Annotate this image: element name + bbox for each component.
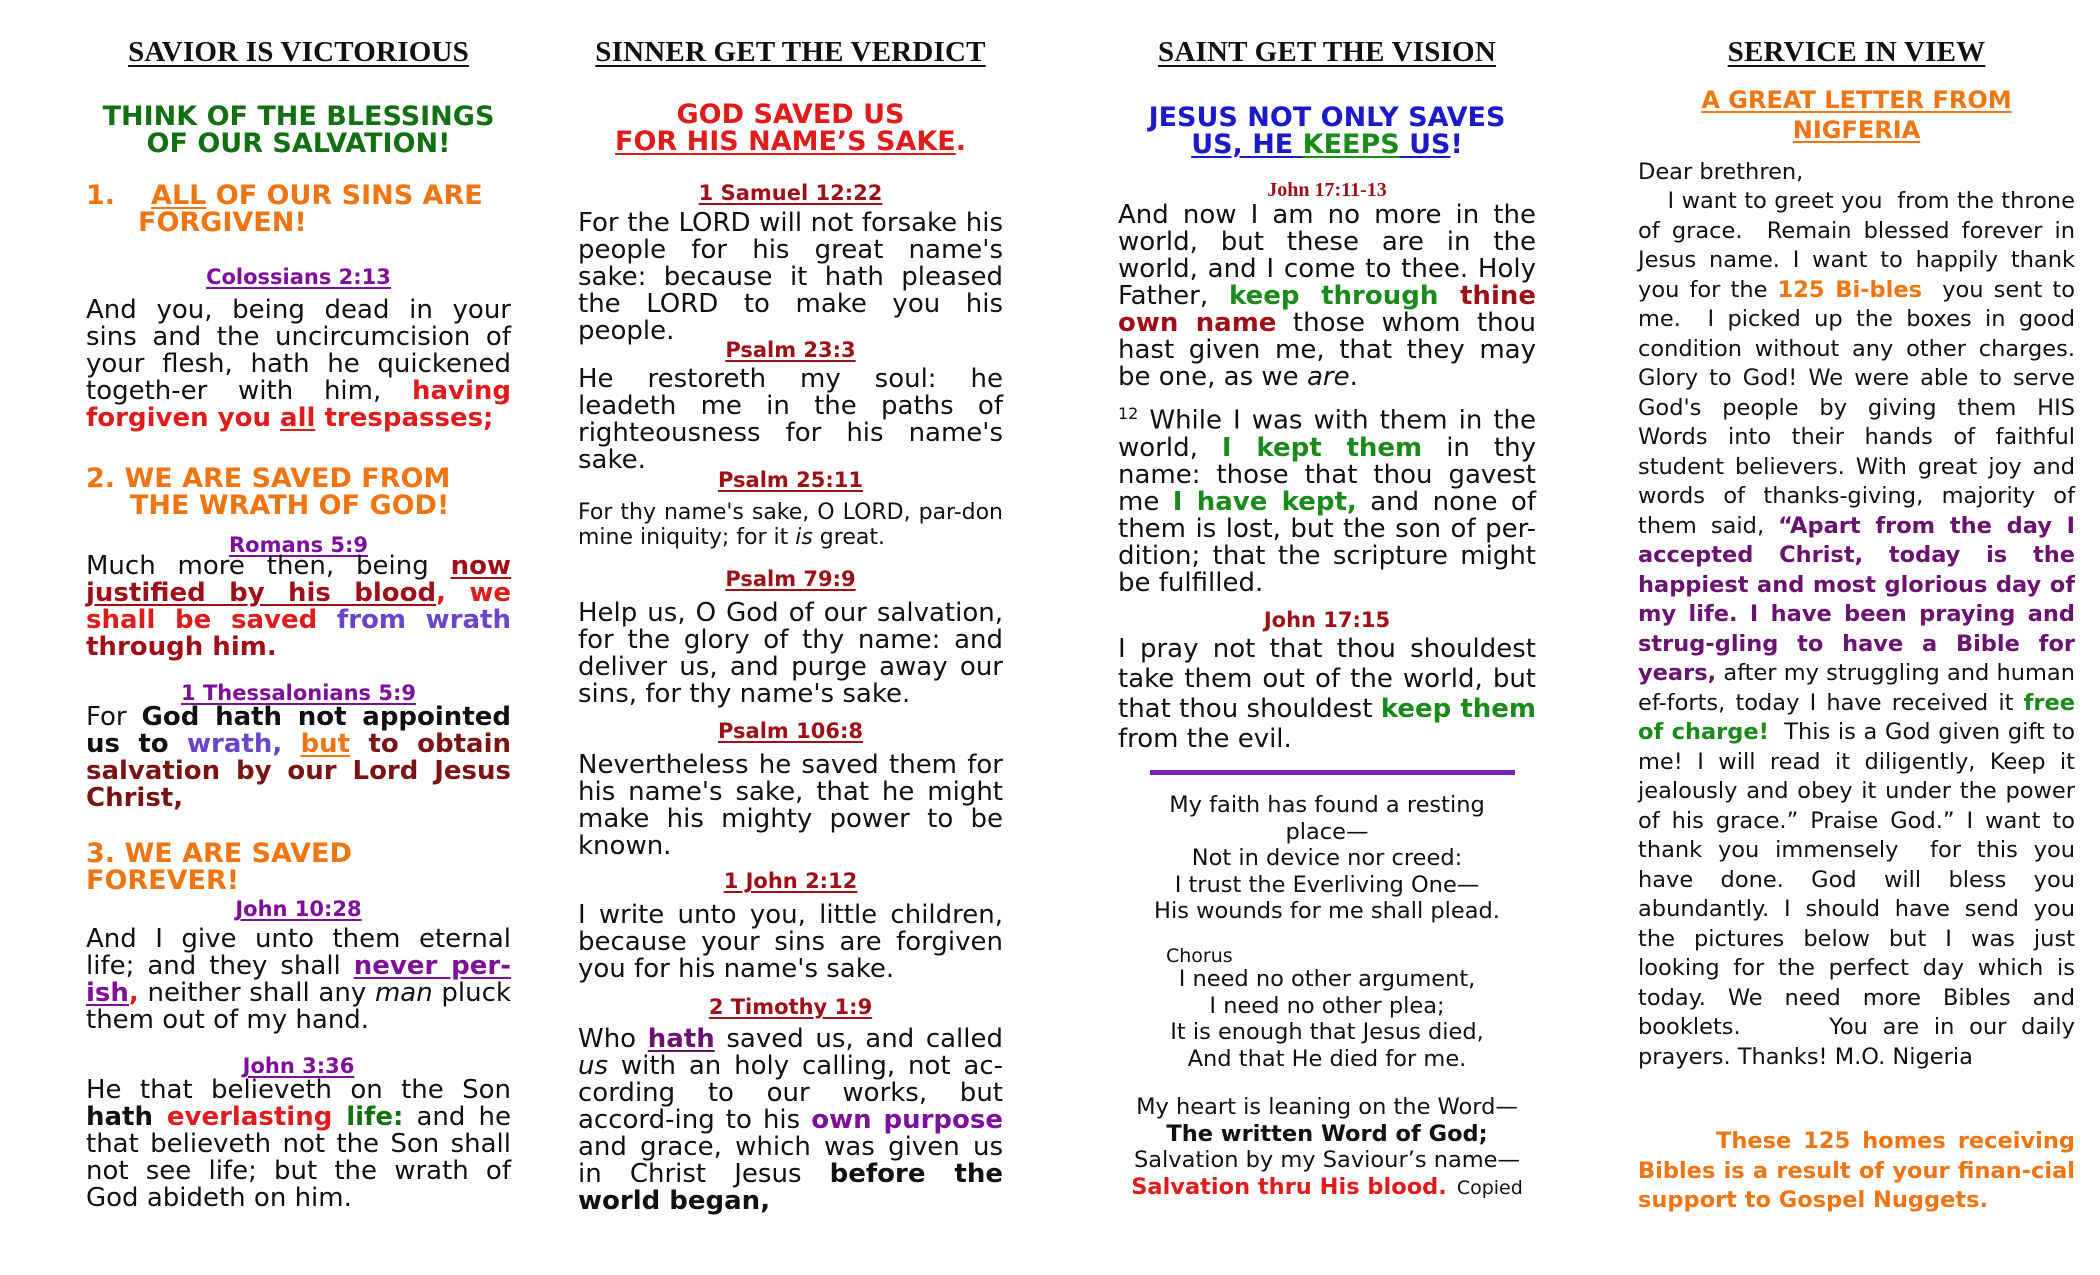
verse-text: Much more then, being now justified by his blood, we shall be saved from wrath through him. (86, 551, 511, 662)
verse-reference: Colossians 2:13 (206, 265, 391, 289)
verse-text: Help us, O God of our salvation, for the glory of thy name: and deliver us, and purge away our sins, for thy name's sake. (578, 598, 1003, 709)
verse-text: And I give unto them eternal life; and they shall never per-ish, neither shall any man pluck them out of my hand. (86, 924, 511, 1035)
verse-text: I pray not that thou shouldest take them out of the world, but that thou shouldest keep them from the evil. (1118, 634, 1537, 754)
section-subtitle: JESUS NOT ONLY SAVES US, HE KEEPS US! (1148, 102, 1506, 160)
verse-text: Who hath saved us, and called us with an holy calling, not ac-cording to our works, but accord-ing to his own purpose and grace, which was given us in Christ Jesus before the world began, (578, 1024, 1003, 1216)
verse-text: For the LORD will not forsake his people for his great name's sake: because it hath pleased the LORD to make you his people. (578, 208, 1003, 346)
verse-reference: Psalm 25:11 (718, 468, 863, 492)
verse-text: For thy name's sake, O LORD, par-don mine iniquity; for it is great. (578, 500, 1003, 550)
point-heading: 3. WE ARE SAVED FOREVER! (86, 838, 352, 896)
chorus-label: Chorus (1166, 945, 1233, 967)
verse-reference: John 17:15 (1263, 608, 1391, 632)
verse-reference: Psalm 79:9 (725, 567, 856, 591)
verse-text: $^{12}$ While I was with them in the world, I kept them in thy name: those that thou gavest me I have kept, and none of them is lost, but the son of per-dition; that the scripture might be fulfilled. (1118, 404, 1536, 598)
verse-reference: 1 John 2:12 (723, 869, 858, 893)
section-subtitle: GOD SAVED US FOR HIS NAME’S SAKE. (615, 99, 966, 157)
verse-text: He that believeth on the Son hath everlasting life: and he that believeth not the Son shall not see life; but the wrath of God abideth on him. (86, 1075, 511, 1213)
verse-text: For God hath not appointed us to wrath, but to obtain salvation by our Lord Jesus Christ, (86, 702, 511, 813)
verse-reference: John 17:11-13 (1267, 179, 1387, 201)
column-heading: SERVICE IN VIEW (1727, 36, 1986, 68)
verse-text: And now I am no more in the world, but these are in the world, and I come to thee. Holy Father, keep through thine own name those whom thou hast given me, that they may be one, as we are. (1118, 200, 1536, 392)
verse-reference: 1 Samuel 12:22 (698, 181, 883, 205)
poem-stanza: My heart is leaning on the Word— The written Word of God; Salvation by my Saviour’s name— Salvation thru His blood. Copied (1131, 1094, 1523, 1200)
section-subtitle: THINK OF THE BLESSINGS OF OUR SALVATION! (102, 101, 495, 159)
verse-text: Nevertheless he saved them for his name's sake, that he might make his mighty power to be known. (578, 750, 1003, 861)
verse-text: And you, being dead in your sins and the uncircumcision of your flesh, hath he quickened togeth-er with him, having forgiven you all trespasses; (86, 295, 511, 433)
verse-reference: Psalm 23:3 (725, 338, 856, 362)
column-savior (86, 0, 511, 1275)
column-sinner (578, 0, 1003, 1275)
column-service (1638, 0, 2090, 1275)
verse-reference: 1 Thessalonians 5:9 (181, 681, 416, 705)
point-heading: 2. WE ARE SAVED FROM THE WRATH OF GOD! (86, 463, 451, 521)
verse-reference: John 10:28 (235, 897, 362, 921)
section-subtitle: A GREAT LETTER FROM NIGFERIA (1701, 86, 2012, 144)
column-heading: SAVIOR IS VICTORIOUS (128, 36, 469, 68)
point-heading: 1. ALL OF OUR SINS ARE FORGIVEN! (86, 180, 483, 238)
verse-reference: Romans 5:9 (228, 533, 369, 557)
verse-reference: John 3:36 (242, 1054, 355, 1078)
divider-line (1150, 770, 1515, 775)
poem-stanza: My faith has found a resting place— Not in device nor creed: I trust the Everliving One— His wounds for me shall plead. (1154, 792, 1500, 924)
column-heading: SAINT GET THE VISION (1158, 36, 1496, 68)
column-saint (1118, 0, 1536, 1275)
verse-reference: Psalm 106:8 (718, 719, 863, 743)
copied-note: Copied (1456, 1176, 1523, 1199)
letter-body: I want to greet you from the throne of grace. Remain blessed forever in Jesus name. I want to happily thank you for the 125 Bi-bles you sent to me. I picked up the boxes in good condition without any other charges. Glory to God! We were able to serve God's people by giving them HIS Words into their hands of faithful student believers. With great joy and words of thanks-giving, majority of them said, “Apart from the day I accepted Christ, today is the happiest and most glorious day of my life. I have been praying and strug-gling to have a Bible for years, after my struggling and human ef-forts, today I have received it free of charge! This is a God given gift to me! I will read it diligently, Keep it jealously and obey it under the power of his grace.” Praise God.” I want to thank you immensely for this you have done. God will bless you abundantly. I should have send you the pictures below but I was just looking for the perfect day which is today. We need more Bibles and booklets. You are in our daily prayers. Thanks! M.O. Nigeria (1638, 188, 2090, 1070)
letter-footer-note: These 125 homes receiving Bibles is a result of your finan-cial support to Gospel Nuggets. (1638, 1128, 2075, 1213)
verse-text: I write unto you, little children, because your sins are forgiven you for his name's sake. (578, 900, 1003, 984)
verse-text: He restoreth my soul: he leadeth me in the paths of righteousness for his name's sake. (578, 364, 1003, 475)
poem-chorus: I need no other argument, I need no other plea; It is enough that Jesus died, And that He died for me. (1170, 966, 1484, 1072)
letter-greeting: Dear brethren, (1638, 159, 1804, 185)
column-heading: SINNER GET THE VERDICT (595, 36, 986, 68)
verse-reference: 2 Timothy 1:9 (708, 995, 873, 1019)
